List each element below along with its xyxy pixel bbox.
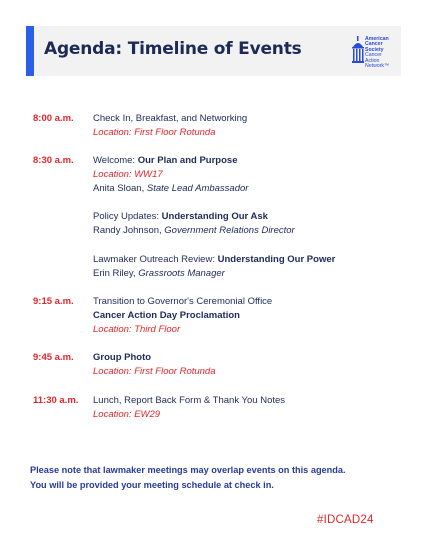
capitol-logo-icon xyxy=(352,36,364,66)
event-location: Location: EW29 xyxy=(93,409,161,420)
event-title: Lawmaker Outreach Review: Understanding Our Power xyxy=(93,254,336,265)
event-time: 8:00 a.m. xyxy=(33,113,74,124)
page-title: Agenda: Timeline of Events xyxy=(44,39,302,59)
header-banner xyxy=(26,26,401,76)
event-speaker: Randy Johnson, Government Relations Director xyxy=(93,225,295,236)
event-time: 11:30 a.m. xyxy=(33,395,79,406)
event-location: Location: First Floor Rotunda xyxy=(93,127,216,138)
acs-can-logo xyxy=(352,32,400,72)
accent-bar xyxy=(26,26,34,76)
event-title: Policy Updates: Understanding Our Ask xyxy=(93,211,268,222)
event-location: Location: Third Floor xyxy=(93,324,181,335)
event-speaker: Anita Sloan, State Lead Ambassador xyxy=(93,183,249,194)
event-title: Group Photo xyxy=(93,352,152,363)
event-title: Check In, Breakfast, and Networking xyxy=(93,113,248,124)
event-time: 9:45 a.m. xyxy=(33,352,74,363)
event-time: 9:15 a.m. xyxy=(33,296,74,307)
event-location: Location: First Floor Rotunda xyxy=(93,366,216,377)
event-title: Transition to Governor's Ceremonial Office xyxy=(93,296,273,307)
meeting-note: Please note that lawmaker meetings may overlap events on this agenda. You will be provided your meeting schedule at check in. xyxy=(30,465,346,490)
event-hashtag: #IDCAD24 xyxy=(317,514,374,526)
event-title: Welcome: Our Plan and Purpose xyxy=(93,155,238,166)
event-title: Lunch, Report Back Form & Thank You Notes xyxy=(93,395,286,406)
event-time: 8:30 a.m. xyxy=(33,155,74,166)
event-speaker: Erin Riley, Grassroots Manager xyxy=(93,268,225,279)
event-subtitle: Cancer Action Day Proclamation xyxy=(93,310,240,321)
event-location: Location: WW17 xyxy=(93,169,163,180)
logo-wordmark: American Cancer Society Cancer Action Network™ xyxy=(365,36,390,70)
